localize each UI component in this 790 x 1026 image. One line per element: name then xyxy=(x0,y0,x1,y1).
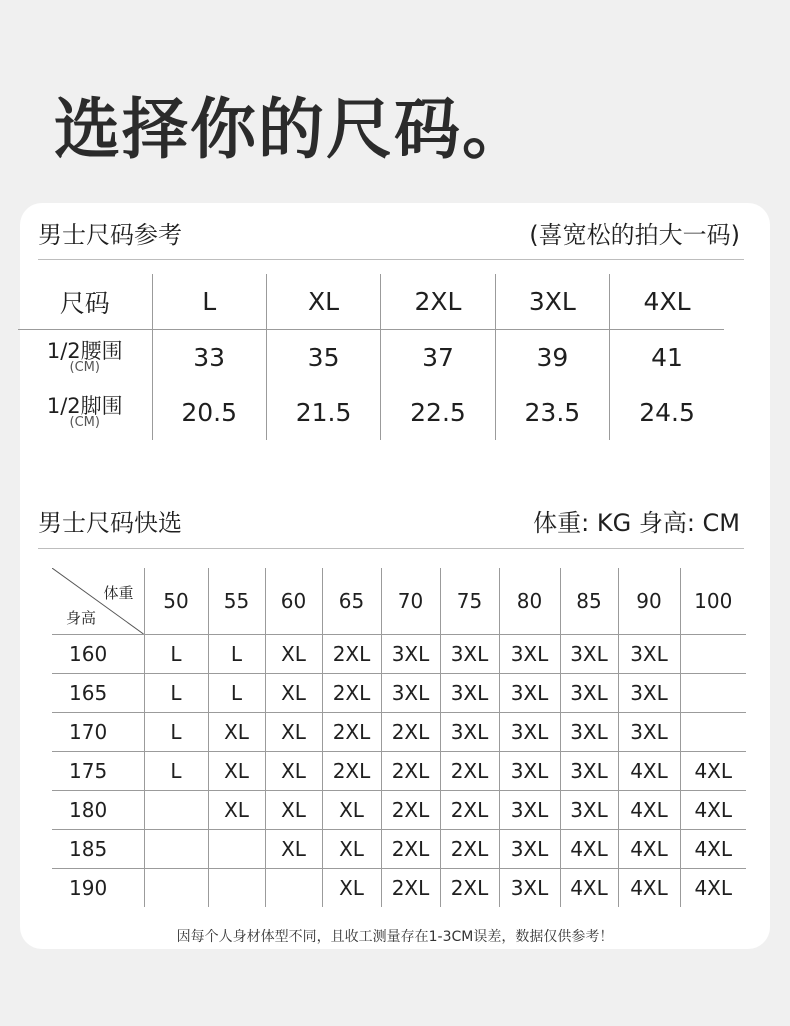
measurement-value: 37 xyxy=(381,330,495,386)
size-cell: XL xyxy=(265,752,322,791)
size-cell: XL xyxy=(322,830,381,869)
size-cell xyxy=(144,791,208,830)
height-cell: 175 xyxy=(52,752,144,791)
size-cell: 2XL xyxy=(322,713,381,752)
size-cell: 3XL xyxy=(560,752,618,791)
height-axis-label: 身高 xyxy=(66,609,97,627)
size-cell xyxy=(144,830,208,869)
weight-header-cell: 50 xyxy=(144,568,208,635)
size-header-row xyxy=(18,274,724,330)
size-cell: 3XL xyxy=(440,713,499,752)
size-cell: XL xyxy=(265,713,322,752)
size-cell: 3XL xyxy=(618,713,680,752)
measurement-value: 41 xyxy=(610,330,724,386)
size-cell: 3XL xyxy=(499,635,560,674)
size-cell: 3XL xyxy=(560,791,618,830)
size-cell: 4XL xyxy=(618,791,680,830)
weight-header-cell: 100 xyxy=(680,568,746,635)
size-cell: 3XL xyxy=(499,791,560,830)
measurement-name: 1/2脚围 xyxy=(46,394,123,418)
measurement-name: 1/2腰围 xyxy=(46,339,123,363)
quick-select-title: 男士尺码快选 xyxy=(38,509,182,537)
height-row xyxy=(52,791,746,830)
size-cell: 3XL xyxy=(560,635,618,674)
corner-cell xyxy=(52,568,144,635)
height-row xyxy=(52,869,746,908)
size-header-cell: 2XL xyxy=(381,274,495,330)
weight-header-row xyxy=(52,568,746,635)
measurement-row xyxy=(18,385,724,440)
measurement-value: 33 xyxy=(152,330,266,386)
weight-header-cell: 80 xyxy=(499,568,560,635)
measurement-value: 39 xyxy=(495,330,609,386)
size-cell: 3XL xyxy=(618,674,680,713)
size-cell xyxy=(680,635,746,674)
height-row xyxy=(52,713,746,752)
measurement-unit: (CM) xyxy=(69,360,100,375)
size-cell: 4XL xyxy=(560,830,618,869)
measurement-unit: (CM) xyxy=(69,415,100,430)
size-cell: 2XL xyxy=(381,752,440,791)
size-cell xyxy=(680,674,746,713)
size-cell: XL xyxy=(265,635,322,674)
reference-section-title: 男士尺码参考 xyxy=(38,221,182,249)
size-quick-select-table xyxy=(52,568,746,907)
size-cell: 4XL xyxy=(680,791,746,830)
divider xyxy=(38,259,744,260)
size-cell: 2XL xyxy=(381,869,440,908)
size-cell: 3XL xyxy=(560,713,618,752)
page-title: 选择你的尺码。 xyxy=(54,91,530,168)
quick-select-header xyxy=(38,503,740,538)
size-cell: XL xyxy=(322,869,381,908)
size-cell: XL xyxy=(265,830,322,869)
measurement-label xyxy=(18,385,152,440)
size-cell: 2XL xyxy=(440,752,499,791)
size-header-cell: 3XL xyxy=(495,274,609,330)
size-cell: XL xyxy=(208,791,265,830)
weight-axis-label: 体重 xyxy=(103,584,134,602)
size-cell: 2XL xyxy=(381,791,440,830)
size-cell: 3XL xyxy=(381,635,440,674)
size-header-cell: 4XL xyxy=(610,274,724,330)
size-cell: L xyxy=(208,674,265,713)
size-cell: L xyxy=(144,713,208,752)
footnote: 因每个人身材体型不同，且收工测量存在1-3CM误差，数据仅供参考！ xyxy=(176,929,614,945)
size-header-label: 尺码 xyxy=(18,274,152,330)
size-cell: 4XL xyxy=(618,869,680,908)
size-cell: 3XL xyxy=(440,674,499,713)
size-cell: 3XL xyxy=(499,674,560,713)
size-cell: 2XL xyxy=(381,830,440,869)
weight-header-cell: 60 xyxy=(265,568,322,635)
size-cell: XL xyxy=(208,713,265,752)
height-cell: 180 xyxy=(52,791,144,830)
size-cell: XL xyxy=(265,674,322,713)
size-cell: XL xyxy=(322,791,381,830)
size-cell xyxy=(144,869,208,908)
size-cell: L xyxy=(144,752,208,791)
measurement-row xyxy=(18,330,724,386)
size-cell: 4XL xyxy=(560,869,618,908)
size-cell: XL xyxy=(208,752,265,791)
weight-header-cell: 85 xyxy=(560,568,618,635)
height-row xyxy=(52,830,746,869)
size-cell xyxy=(680,713,746,752)
reference-section-note: (喜宽松的拍大一码) xyxy=(529,221,740,249)
reference-section-header xyxy=(38,215,740,250)
size-reference-table xyxy=(18,274,724,440)
measurement-value: 21.5 xyxy=(266,385,380,440)
size-header-cell: XL xyxy=(266,274,380,330)
size-cell: 2XL xyxy=(381,713,440,752)
height-cell: 160 xyxy=(52,635,144,674)
size-cell xyxy=(208,869,265,908)
height-cell: 185 xyxy=(52,830,144,869)
height-row xyxy=(52,752,746,791)
size-cell: 3XL xyxy=(560,674,618,713)
height-cell: 165 xyxy=(52,674,144,713)
height-cell: 190 xyxy=(52,869,144,908)
size-cell: 4XL xyxy=(618,830,680,869)
size-cell: 2XL xyxy=(440,869,499,908)
weight-header-cell: 75 xyxy=(440,568,499,635)
size-cell: 3XL xyxy=(499,869,560,908)
weight-header-cell: 55 xyxy=(208,568,265,635)
height-row xyxy=(52,635,746,674)
weight-header-cell: 65 xyxy=(322,568,381,635)
size-cell: 2XL xyxy=(440,830,499,869)
measurement-value: 23.5 xyxy=(495,385,609,440)
size-cell: 4XL xyxy=(680,830,746,869)
size-cell: L xyxy=(208,635,265,674)
size-cell: 4XL xyxy=(618,752,680,791)
measurement-value: 22.5 xyxy=(381,385,495,440)
size-cell: L xyxy=(144,674,208,713)
weight-header-cell: 70 xyxy=(381,568,440,635)
size-cell: 2XL xyxy=(322,752,381,791)
quick-select-units: 体重: KG 身高: CM xyxy=(533,509,740,537)
size-cell: 2XL xyxy=(322,674,381,713)
size-cell: L xyxy=(144,635,208,674)
size-cell: 3XL xyxy=(499,752,560,791)
size-cell: 2XL xyxy=(322,635,381,674)
weight-header-cell: 90 xyxy=(618,568,680,635)
measurement-value: 35 xyxy=(266,330,380,386)
size-cell: 3XL xyxy=(381,674,440,713)
measurement-value: 24.5 xyxy=(610,385,724,440)
measurement-label xyxy=(18,330,152,386)
size-cell: 3XL xyxy=(440,635,499,674)
size-cell xyxy=(208,830,265,869)
size-cell: 3XL xyxy=(618,635,680,674)
size-cell: 3XL xyxy=(499,713,560,752)
height-cell: 170 xyxy=(52,713,144,752)
size-cell: 3XL xyxy=(499,830,560,869)
size-header-cell: L xyxy=(152,274,266,330)
height-row xyxy=(52,674,746,713)
size-cell xyxy=(265,869,322,908)
size-cell: 4XL xyxy=(680,869,746,908)
size-cell: 2XL xyxy=(440,791,499,830)
divider xyxy=(38,548,744,549)
size-cell: XL xyxy=(265,791,322,830)
size-cell: 4XL xyxy=(680,752,746,791)
measurement-value: 20.5 xyxy=(152,385,266,440)
